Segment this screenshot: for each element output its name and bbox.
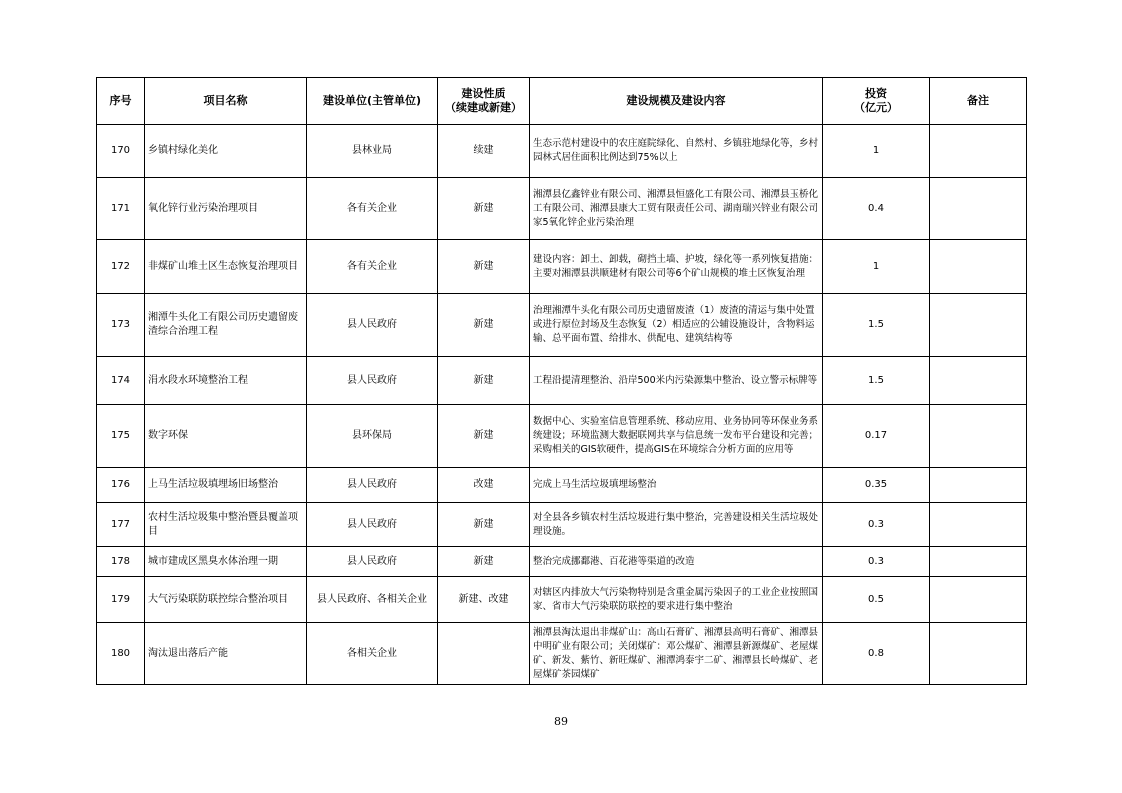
cell-invest: 1.5	[823, 357, 930, 405]
cell-unit: 县人民政府	[307, 468, 438, 503]
cell-name: 城市建成区黑臭水体治理一期	[145, 547, 307, 577]
cell-remark	[930, 503, 1027, 547]
cell-unit: 县人民政府	[307, 294, 438, 357]
header-nature-line1: 建设性质	[461, 87, 506, 100]
cell-unit: 县人民政府、各相关企业	[307, 577, 438, 623]
cell-nature: 续建	[438, 125, 530, 178]
cell-nature: 新建	[438, 405, 530, 468]
cell-name: 乡镇村绿化美化	[145, 125, 307, 178]
cell-invest: 0.35	[823, 468, 930, 503]
cell-scope: 对辖区内排放大气污染物特别是含重金属污染因子的工业企业按照国家、省市大气污染联防联控的要求进行集中整治	[530, 577, 823, 623]
cell-name: 数字环保	[145, 405, 307, 468]
cell-unit: 县人民政府	[307, 503, 438, 547]
cell-scope: 湘潭县亿鑫锌业有限公司、湘潭县恒盛化工有限公司、湘潭县玉桥化工有限公司、湘潭县康大工贸有限责任公司、湖南瑞兴锌业有限公司家5氧化锌企业污染治理	[530, 178, 823, 240]
table-row	[97, 294, 1027, 357]
header-seq: 序号	[97, 78, 145, 125]
cell-remark	[930, 547, 1027, 577]
cell-unit: 县环保局	[307, 405, 438, 468]
cell-name: 湘潭牛头化工有限公司历史遗留废渣综合治理工程	[145, 294, 307, 357]
header-invest-line1: 投资	[865, 87, 887, 100]
table-row	[97, 125, 1027, 178]
cell-remark	[930, 357, 1027, 405]
cell-seq: 173	[97, 294, 145, 357]
cell-invest: 1	[823, 240, 930, 294]
cell-scope: 数据中心、实验室信息管理系统、移动应用、业务协同等环保业务系统建设；环境监测大数据联网共享与信息统一发布平台建设和完善；采购相关的GIS软硬件，提高GIS在环境综合分析方面的应用等	[530, 405, 823, 468]
cell-scope: 湘潭县淘汰退出非煤矿山：高山石膏矿、湘潭县高明石膏矿、湘潭县中明矿业有限公司；关闭煤矿：邓公煤矿、湘潭县新源煤矿、老屋煤矿、新发、紫竹、新旺煤矿、湘潭鸿泰宇二矿、湘潭县长岭煤矿、老屋煤矿茶园煤矿	[530, 623, 823, 685]
cell-invest: 0.3	[823, 547, 930, 577]
cell-name: 淘汰退出落后产能	[145, 623, 307, 685]
cell-invest: 0.3	[823, 503, 930, 547]
cell-unit: 各有关企业	[307, 240, 438, 294]
cell-invest: 0.5	[823, 577, 930, 623]
table-row	[97, 357, 1027, 405]
header-nature	[438, 78, 530, 125]
cell-nature	[438, 623, 530, 685]
cell-scope: 整治完成挪鄱港、百花港等渠道的改造	[530, 547, 823, 577]
table-row	[97, 577, 1027, 623]
cell-nature: 新建	[438, 240, 530, 294]
cell-name: 非煤矿山堆土区生态恢复治理项目	[145, 240, 307, 294]
cell-unit: 各相关企业	[307, 623, 438, 685]
cell-nature: 新建、改建	[438, 577, 530, 623]
cell-invest: 0.4	[823, 178, 930, 240]
cell-remark	[930, 468, 1027, 503]
cell-name: 上马生活垃圾填埋场旧场整治	[145, 468, 307, 503]
cell-seq: 178	[97, 547, 145, 577]
cell-nature: 新建	[438, 547, 530, 577]
cell-seq: 172	[97, 240, 145, 294]
cell-invest: 1	[823, 125, 930, 178]
cell-invest: 1.5	[823, 294, 930, 357]
header-nature-line2: （续建或新建）	[445, 101, 522, 114]
header-remark: 备注	[930, 78, 1027, 125]
cell-unit: 县人民政府	[307, 547, 438, 577]
cell-seq: 179	[97, 577, 145, 623]
cell-seq: 174	[97, 357, 145, 405]
cell-scope: 完成上马生活垃圾填埋场整治	[530, 468, 823, 503]
cell-scope: 对全县各乡镇农村生活垃圾进行集中整治，完善建设相关生活垃圾处理设施。	[530, 503, 823, 547]
cell-nature: 新建	[438, 178, 530, 240]
table-row	[97, 468, 1027, 503]
cell-scope: 工程沿提清理整治、沿岸500米内污染源集中整治、设立警示标牌等	[530, 357, 823, 405]
cell-seq: 177	[97, 503, 145, 547]
cell-nature: 改建	[438, 468, 530, 503]
cell-unit: 县林业局	[307, 125, 438, 178]
header-name: 项目名称	[145, 78, 307, 125]
cell-nature: 新建	[438, 294, 530, 357]
table-header-row	[97, 78, 1027, 125]
cell-scope: 建设内容：卸土、卸载，砌挡土墙、护坡，绿化等一系列恢复措施：主要对湘潭县洪顺建材有限公司等6个矿山规模的堆土区恢复治理	[530, 240, 823, 294]
cell-remark	[930, 623, 1027, 685]
cell-invest: 0.17	[823, 405, 930, 468]
page-number: 89	[554, 715, 568, 728]
cell-remark	[930, 125, 1027, 178]
project-table	[96, 77, 1027, 685]
cell-seq: 171	[97, 178, 145, 240]
cell-seq: 175	[97, 405, 145, 468]
table-row	[97, 503, 1027, 547]
table-row	[97, 405, 1027, 468]
cell-nature: 新建	[438, 357, 530, 405]
header-invest	[823, 78, 930, 125]
cell-unit: 县人民政府	[307, 357, 438, 405]
cell-remark	[930, 240, 1027, 294]
table-body	[97, 125, 1027, 685]
table-row	[97, 547, 1027, 577]
cell-seq: 170	[97, 125, 145, 178]
cell-invest: 0.8	[823, 623, 930, 685]
table-row	[97, 623, 1027, 685]
cell-seq: 180	[97, 623, 145, 685]
table-row	[97, 178, 1027, 240]
cell-unit: 各有关企业	[307, 178, 438, 240]
cell-remark	[930, 405, 1027, 468]
cell-scope: 治理湘潭牛头化有限公司历史遗留废渣（1）废渣的清运与集中处置或进行原位封场及生态恢复（2）相适应的公辅设施设计，含物料运输、总平面布置、给排水、供配电、建筑结构等	[530, 294, 823, 357]
cell-name: 涓水段水环境整治工程	[145, 357, 307, 405]
cell-name: 氧化锌行业污染治理项目	[145, 178, 307, 240]
cell-remark	[930, 577, 1027, 623]
header-invest-line2: （亿元）	[854, 101, 898, 114]
cell-nature: 新建	[438, 503, 530, 547]
cell-remark	[930, 294, 1027, 357]
header-scope: 建设规模及建设内容	[530, 78, 823, 125]
cell-remark	[930, 178, 1027, 240]
cell-name: 农村生活垃圾集中整治暨县覆盖项目	[145, 503, 307, 547]
cell-seq: 176	[97, 468, 145, 503]
header-unit: 建设单位(主管单位)	[307, 78, 438, 125]
cell-name: 大气污染联防联控综合整治项目	[145, 577, 307, 623]
cell-scope: 生态示范村建设中的农庄庭院绿化、自然村、乡镇驻地绿化等，乡村园林式居住面积比例达到75%以上	[530, 125, 823, 178]
table-row	[97, 240, 1027, 294]
